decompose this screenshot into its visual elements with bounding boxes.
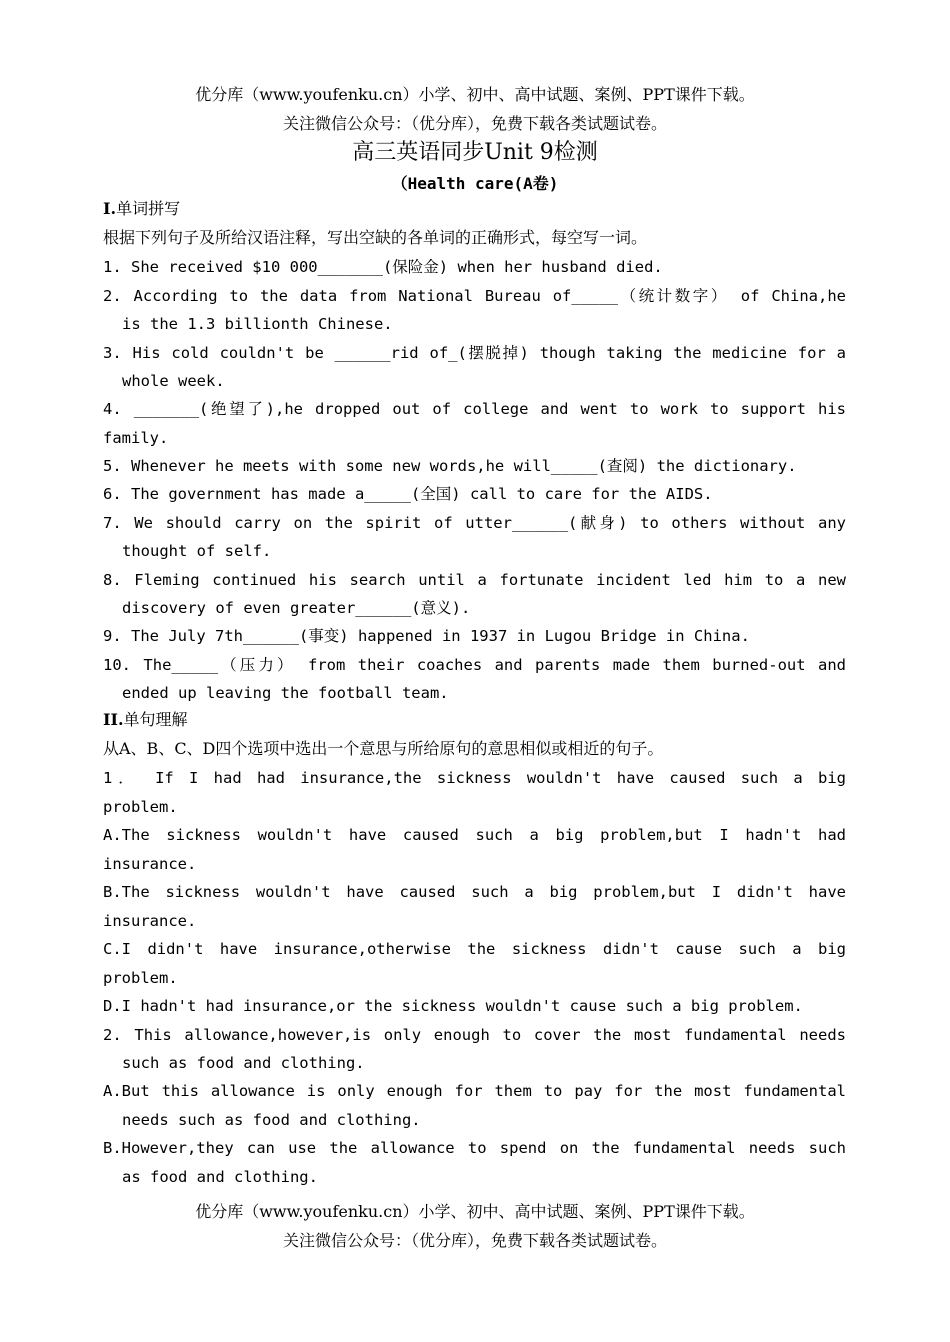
question-line: 4. _______(绝望了),he dropped out of college and went to work to support his xyxy=(103,400,846,418)
question-line: 2. According to the data from National Bureau of_____（统计数字） of China,he xyxy=(103,287,846,305)
question-line: 5. Whenever he meets with some new words,he will_____(查阅) the dictionary. xyxy=(103,457,797,475)
section-2-heading xyxy=(103,709,188,731)
page-subtitle: （Health care(A卷) xyxy=(391,174,559,193)
question-line: whole week. xyxy=(122,372,225,390)
question-line: 1. She received $10 000_______(保险金) when her husband died. xyxy=(103,258,663,276)
question-line: 3. His cold couldn't be ______rid of_(摆脱掉) though taking the medicine for a xyxy=(103,344,846,362)
section-2-title: 单句理解 xyxy=(123,710,188,729)
question-line: 8. Fleming continued his search until a fortunate incident led him to a new xyxy=(103,571,846,589)
section-2-number: II. xyxy=(103,710,124,729)
question-line: is the 1.3 billionth Chinese. xyxy=(122,315,393,333)
option-line: problem. xyxy=(103,969,178,987)
option-line: D.I hadn't had insurance,or the sickness wouldn't cause such a big problem. xyxy=(103,997,803,1015)
option-line: insurance. xyxy=(103,855,197,873)
header-line-1: 优分库（www.youfenku.cn）小学、初中、高中试题、案例、PPT课件下载。 xyxy=(195,85,755,104)
question-line: ended up leaving the football team. xyxy=(122,684,449,702)
option-line: A.The sickness wouldn't have caused such a big problem,but I hadn't had xyxy=(103,826,846,844)
question-line: thought of self. xyxy=(122,542,272,560)
section-1-instruction: 根据下列句子及所给汉语注释，写出空缺的各单词的正确形式，每空写一词。 xyxy=(103,228,648,247)
footer-line-2: 关注微信公众号：（优分库），免费下载各类试题试卷。 xyxy=(282,1231,667,1250)
question-line: such as food and clothing. xyxy=(122,1054,365,1072)
section-1-heading xyxy=(103,198,180,220)
option-line: C.I didn't have insurance,otherwise the sickness didn't cause such a big xyxy=(103,940,846,958)
question-line: 6. The government has made a_____(全国) call to care for the AIDS. xyxy=(103,485,713,503)
question-line: problem. xyxy=(103,798,178,816)
question-line: 7. We should carry on the spirit of utter______(献身) to others without any xyxy=(103,514,846,532)
option-line: insurance. xyxy=(103,912,197,930)
header-line-2: 关注微信公众号：（优分库），免费下载各类试题试卷。 xyxy=(282,114,667,133)
section-1-number: I. xyxy=(103,199,117,218)
question-line: 1． If I had had insurance,the sickness wouldn't have caused such a big xyxy=(103,769,846,787)
option-line: needs such as food and clothing. xyxy=(122,1111,421,1129)
option-line: B.However,they can use the allowance to spend on the fundamental needs such xyxy=(103,1139,846,1157)
section-2-instruction: 从A、B、C、D四个选项中选出一个意思与所给原句的意思相似或相近的句子。 xyxy=(103,739,664,758)
question-line: 2. This allowance,however,is only enough to cover the most fundamental needs xyxy=(103,1026,846,1044)
option-line: A.But this allowance is only enough for them to pay for the most fundamental xyxy=(103,1082,846,1100)
page-title: 高三英语同步Unit 9检测 xyxy=(352,140,598,165)
question-line: 9. The July 7th______(事变) happened in 1937 in Lugou Bridge in China. xyxy=(103,627,750,645)
question-line: family. xyxy=(103,429,169,447)
option-line: as food and clothing. xyxy=(122,1168,318,1186)
section-1-title: 单词拼写 xyxy=(116,199,181,218)
option-line: B.The sickness wouldn't have caused such a big problem,but I didn't have xyxy=(103,883,846,901)
footer-line-1: 优分库（www.youfenku.cn）小学、初中、高中试题、案例、PPT课件下载。 xyxy=(195,1202,755,1221)
question-line: discovery of even greater______(意义). xyxy=(122,599,471,617)
question-line: 10. The_____（压力） from their coaches and parents made them burned-out and xyxy=(103,656,846,674)
